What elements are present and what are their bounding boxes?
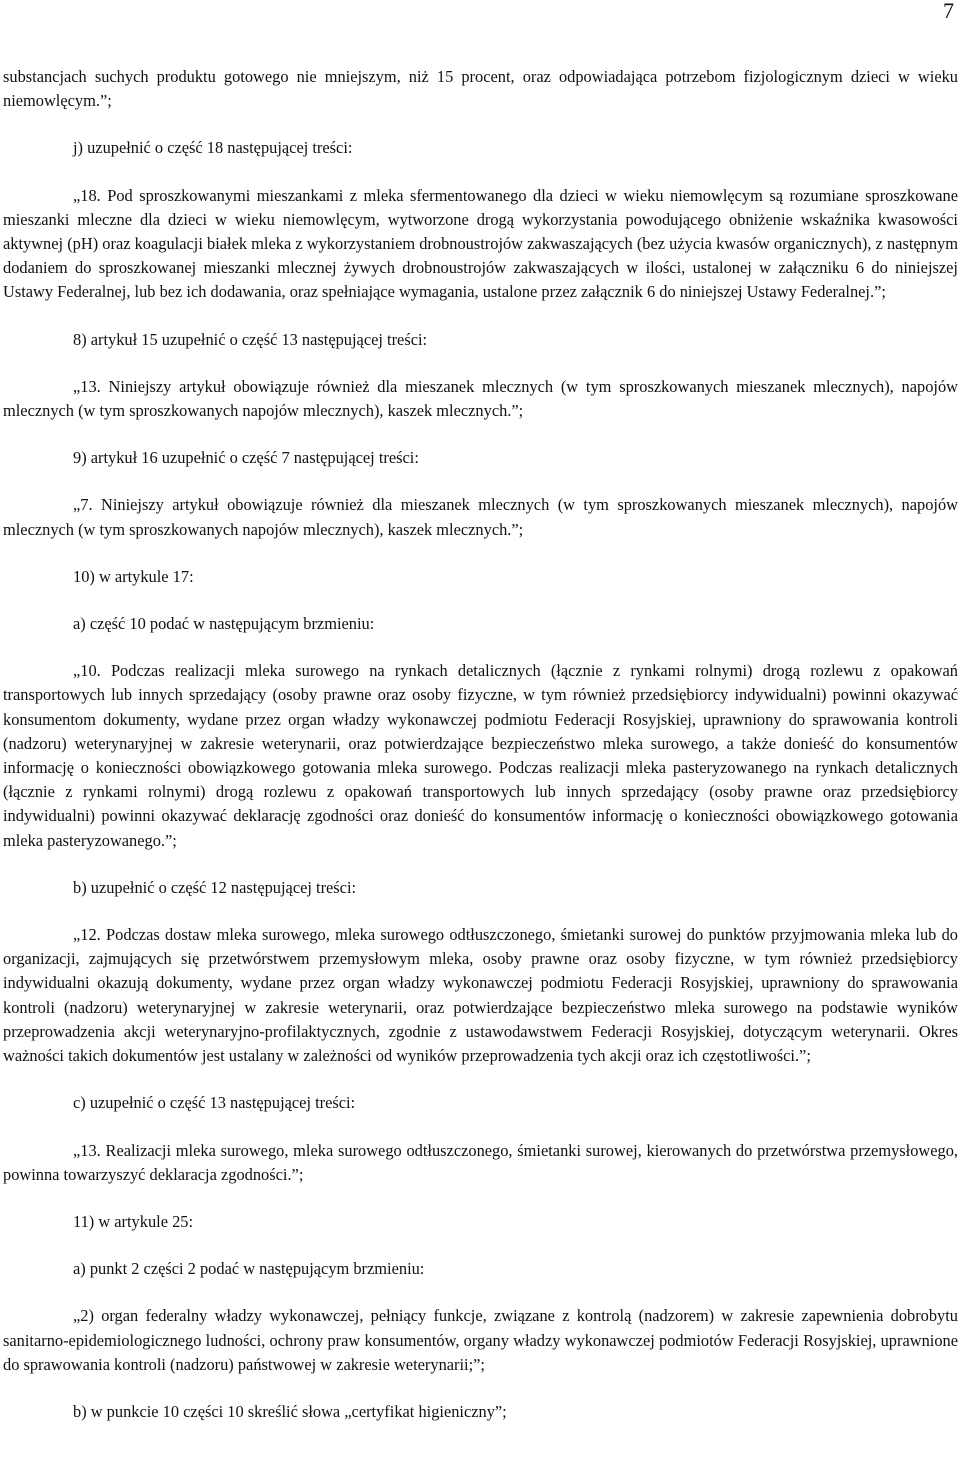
quoted-part-18: „18. Pod sproszkowanymi mieszankami z mleka sfermentowanego dla dzieci w wieku niemowlęcym są rozumiane sproszkowane mieszanki mleczne dla dzieci w wieku niemowlęcym, wytworzone drogą wykorzystania powodującego obniżenie wskaźnika kwasowości aktywnej (pH) oraz koagulacji białek mleka z wykorzystaniem drobnoustrojów zakwaszających (bez użycia kwasów organicznych), z następnym dodaniem do sproszkowanej mieszanki mlecznej żywych drobnoustrojów zakwaszających w ilości, ustalonej w załączniku 6 do niniejszej Ustawy Federalnej, lub bez ich dodawania, oraz spełniające wymagania, ustalone przez załącznik 6 do niniejszej Ustawy Federalnej.”; [3,185,958,302]
page-number: 7 [943,0,954,23]
quoted-point-2-art25: „2) organ federalny władzy wykonawczej, pełniący funkcje, związane z kontrolą (nadzorem) w zakresie zapewnienia dobrobytu sanitarno-epidemiologicznego ludności, ochrony praw konsumentów, organy władzy wykonawczej podmiotów Federacji Rosyjskiej, uprawnione do sprawowania kontroli (nadzoru) państwowej w zakresie weterynarii;”; [3,1306,958,1374]
instruction-11b: b) w punkcie 10 części 10 skreślić słowa „certyfikat higieniczny”; [73,1401,507,1421]
paragraph-continuation: substancjach suchych produktu gotowego nie mniejszym, niż 15 procent, oraz odpowiadająca potrzebom fizjologicznym dzieci w wieku niemowlęcym.”; [3,67,958,111]
quoted-part-12-art17: „12. Podczas dostaw mleka surowego, mleka surowego odtłuszczonego, śmietanki surowej do punktów przyjmowania mleka lub do organizacji, zajmujących się przetwórstwem przemysłowym mleka, osoby prawne oraz osoby fizyczne, w tym również przedsiębiorcy indywidualni okazują dokumenty, wydane przez organ władzy wykonawczej podmiotu Federacji Rosyjskiej, uprawniony do sprawowania kontroli (nadzoru) weterynaryjnej w zakresie weterynarii, oraz potwierdzające bezpieczeństwo mleka surowego na podstawie wyników przeprowadzenia akcji weterynaryjno-profilaktycznych, zgodnie z ustawodawstwem Federacji Rosyjskiej, dotyczącym weterynarii. Okres ważności takich dokumentów jest ustalany w zależności od wyników przeprowadzenia tych akcji oraz ich częstotliwości.”; [3,925,958,1066]
instruction-11: 11) w artykule 25: [73,1211,194,1231]
quoted-part-7-art16: „7. Niniejszy artykuł obowiązuje również dla mieszanek mlecznych (w tym sproszkowanych mieszanek mlecznych), napojów mlecznych (w tym sproszkowanych napojów mlecznych), kaszek mlecznych.”; [3,495,958,539]
instruction-9: 9) artykuł 16 uzupełnić o część 7 następującej treści: [73,448,419,468]
instruction-10c: c) uzupełnić o część 13 następującej treści: [73,1093,356,1113]
instruction-8: 8) artykuł 15 uzupełnić o część 13 następującej treści: [73,329,428,349]
instruction-j: j) uzupełnić o część 18 następującej treści: [73,138,353,158]
instruction-11a: a) punkt 2 części 2 podać w następującym brzmieniu: [73,1259,425,1279]
instruction-10a: a) część 10 podać w następującym brzmieniu: [73,614,375,634]
instruction-10: 10) w artykule 17: [73,566,194,586]
quoted-part-13-art17: „13. Realizacji mleka surowego, mleka surowego odtłuszczonego, śmietanki surowej, kierowanych do przetwórstwa przemysłowego, powinna towarzyszyć deklaracja zgodności.”; [3,1140,958,1184]
quoted-part-10-art17: „10. Podczas realizacji mleka surowego na rynkach detalicznych (łącznie z rynkami rolnymi) drogą rozlewu z opakowań transportowych lub innych sprzedający (osoby prawne oraz osoby fizyczne, w tym również przedsiębiorcy indywidualni) powinni okazywać konsumentom dokumenty, wydane przez organ władzy wykonawczej podmiotu Federacji Rosyjskiej, uprawniony do sprawowania kontroli (nadzoru) weterynaryjnej w zakresie weterynarii, oraz potwierdzające bezpieczeństwo mleka surowego, a także donieść do konsumentów informację o konieczności obowiązkowego gotowania mleka surowego. Podczas realizacji mleka pasteryzowanego na rynkach detalicznych (łącznie z rynkami rolnymi) drogą rozlewu z opakowań transportowych lub innych sprzedający (osoby prawne oraz przedsiębiorcy indywidualni) powinni okazywać deklarację zgodności oraz donieść do konsumentów informację o konieczności obowiązkowego gotowania mleka pasteryzowanego.”; [3,661,958,850]
quoted-part-13-art15: „13. Niniejszy artykuł obowiązuje również dla mieszanek mlecznych (w tym sproszkowanych mieszanek mlecznych), napojów mlecznych (w tym sproszkowanych napojów mlecznych), kaszek mlecznych.”; [3,376,958,421]
document-body [3,65,958,1424]
instruction-10b: b) uzupełnić o część 12 następującej treści: [73,877,357,897]
